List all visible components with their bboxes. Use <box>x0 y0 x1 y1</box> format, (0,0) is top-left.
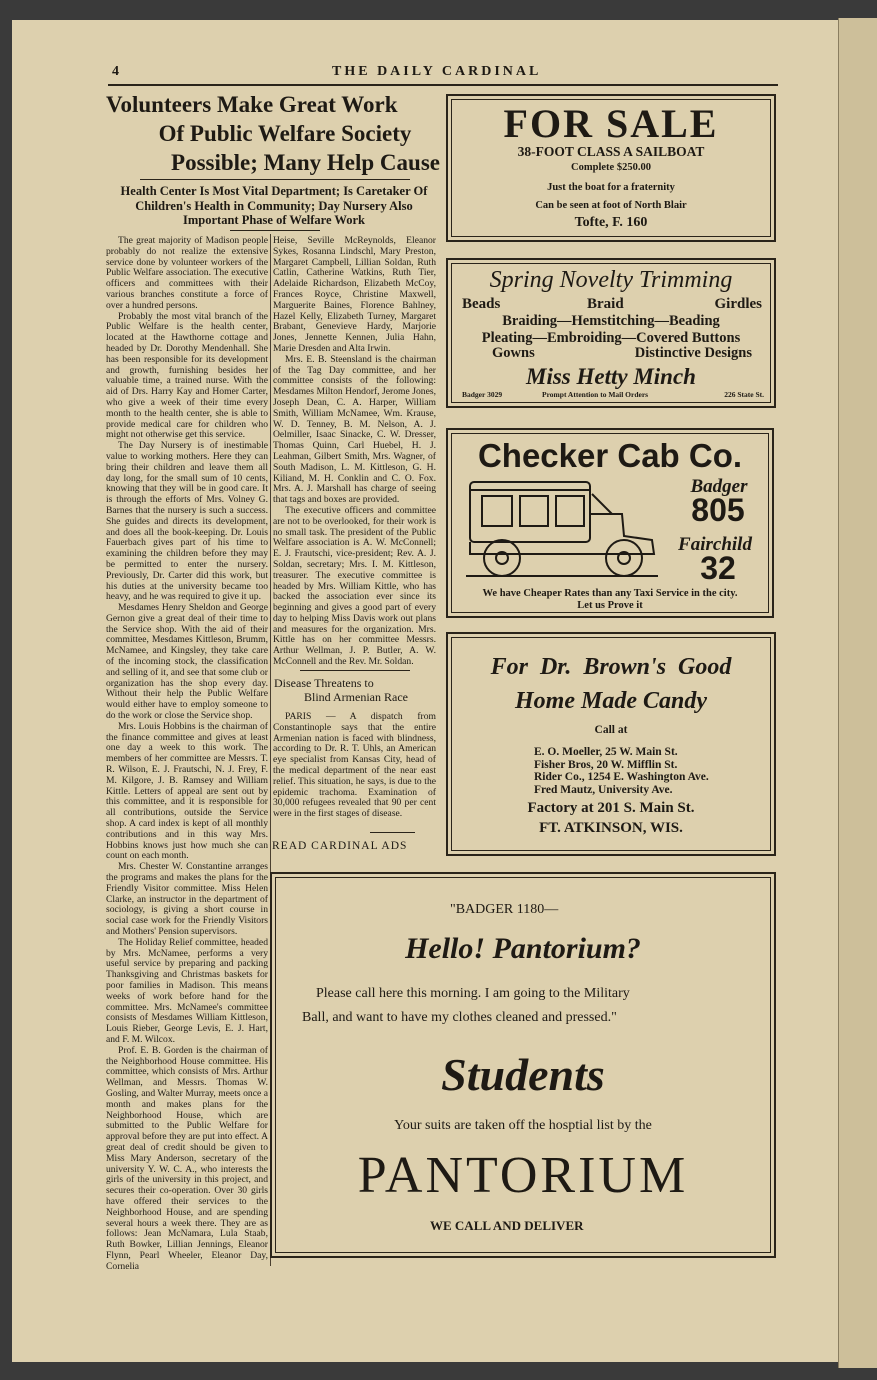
checker-cab-ad <box>446 428 774 618</box>
headline-rule <box>140 179 410 180</box>
minch-name: Miss Hetty Minch <box>526 364 696 389</box>
state-street-address: 226 State St. <box>724 390 764 399</box>
for-sale-title: FOR SALE <box>503 101 719 146</box>
article-paragraph: Heise, Seville McReynolds, Eleanor Sykes, Rosanna Lindschl, Mary Preston, Margaret Campbell, Lillian Soldan, Ruth Catlin, Catherine Watkins, Ruth Tier, Adelaide Richardson, Elizabeth McCoy, Frances Royce, Christine Maxwell, Marguerite Baines, Florence Bahlney, Hazel Kelly, Elizabeth Turney, Margaret Brabant, Genevieve Hardy, Marjorie Jones, Jennette Kennen, Julia Hahn, Marie Dresden and Alta Irwin. <box>273 235 436 354</box>
dealer-1: E. O. Moeller, 25 W. Main St. <box>534 746 678 758</box>
headline-line-3: Possible; Many Help Cause <box>171 150 440 175</box>
brief-headline-line-1: Disease Threatens to <box>274 676 374 690</box>
article-subhead: Health Center Is Most Vital Department; Is Caretaker Of Children's Health in Community; Day Nursery Also Important Phase of Welfare Work <box>120 184 428 227</box>
trimming-row-2: Braiding—Hemstitching—Beading <box>502 313 720 329</box>
factory-line: Factory at 201 S. Main St. <box>527 800 695 816</box>
braid-label: Braid <box>587 296 624 312</box>
designs-label: Distinctive Designs <box>634 345 752 361</box>
article-paragraph: Mrs. E. B. Steensland is the chairman of the Tag Day committee, and her committee consists of the following: Mesdames Milton Hendorf, Jerome Jones, Joseph Dean, C. A. Harper, William Smith, William McNamee, Wm. Krause, W. D. Tenney, B. M. Nelson, A. J. Oelmiller, Isaac Sinacke, C. W. Dresser, Thomas Quinn, Carl Huebel, H. J. Leahman, Gilbert Smith, Mrs. Wagner, of South Madison, L. M. Kittleson, G. H. Kiliand, M. H. Conklin and C. O. Fox. Mrs. A. J. Marshall has charge of seeing that tags and boxes are provided. <box>273 353 436 506</box>
newspaper-name: THE DAILY CARDINAL <box>332 64 542 79</box>
pantorium-phone: "BADGER 1180— <box>450 902 559 917</box>
brief-paragraph: PARIS — A dispatch from Constantinople says that the entire Armenian nation is faced with blindness, according to Dr. R. T. Uhls, an American eye specialist from Kansas City, head of the medical department of the near east relief. This situation, he says, is due to the epidemic trachoma. Examination of 30,000 refugees revealed that 90 per cent were in the first stages of disease. <box>273 711 436 820</box>
brief-headline <box>274 676 436 704</box>
dealer-3: Rider Co., 1254 E. Washington Ave. <box>534 771 709 783</box>
contact-line: Tofte, F. 160 <box>574 215 648 230</box>
trimming-row-4 <box>492 345 752 363</box>
brief-body <box>273 712 436 830</box>
fairchild-label: Fairchild <box>678 534 752 555</box>
girdles-label: Girdles <box>714 296 762 312</box>
trimming-ad <box>446 258 776 408</box>
candy-title-2: Home Made Candy <box>515 688 707 714</box>
badger-label: Badger <box>690 476 748 497</box>
article-column-2 <box>273 236 436 666</box>
article-paragraph: The great majority of Madison people probably do not realize the extensive service done by volunteer workers of the Public Welfare association. The executive officers and committees with their various branches constitute a force of over a hundred persons. <box>106 235 268 311</box>
pantorium-tagline: Your suits are taken off the hosptial list by the <box>394 1118 652 1133</box>
location-line: Can be seen at foot of North Blair <box>535 200 687 211</box>
article-paragraph: The Day Nursery is of inestimable value to working mothers. Here they can bring their children and leave them all day long, for the small sum of 10 cents, knowing that they will be in good care. It is through the efforts of Mrs. Volney G. Barnes that the nursery is such a success. She guides and directs its development, and does all the book-keeping. Dr. Louis Fauerbach gives part of his time to examining the children before they may be permitted to enter the nursery. Previously, Dr. Carter did this work, but his duties at the university became too heavy, and he was required to give it up. <box>106 440 268 603</box>
cab-prove: Let us Prove it <box>577 600 643 611</box>
dealer-2: Fisher Bros, 20 W. Mifflin St. <box>534 758 678 771</box>
page-header <box>112 64 772 84</box>
price-line: Complete $250.00 <box>571 162 651 173</box>
brief-rule <box>300 670 410 671</box>
gowns-label: Gowns <box>492 345 535 361</box>
trimming-row-3: Pleating—Embroiding—Covered Buttons <box>481 330 741 346</box>
article-paragraph: Probably the most vital branch of the Public Welfare is the health center, located at the Hawthorne cottage and headed by Dr. Dorothy Mendenhall. She has been responsible for its development and growth, furnishing besides her valuable time, a trained nurse. With the aid of Drs. Harry Kay and Homer Carter, who give a week of their time every month to the health center, she is able to provide medical care for children who might not otherwise get this service. <box>106 310 268 441</box>
candy-ad <box>446 632 776 856</box>
trimming-row-1 <box>462 296 762 314</box>
fairchild-number: 32 <box>700 550 736 586</box>
trimming-title: Spring Novelty Trimming <box>489 267 733 293</box>
next-page-edge <box>838 18 877 1368</box>
article-paragraph: The executive officers and committee are not to be overlooked, for their work is no small task. The president of the Public Welfare association is A. W. McConnell; E. J. Frautschi, vice-president; Rev. A. J. Soldan, secretary; Mrs. I. M. Kittleson, treasurer. The executive committee is headed by Mrs. William Kittle, who has backed the association ever since its beginning and gives a good part of every day to helping Miss Davis work out plans and measures for the organization. Mrs. Kittle has on her committee Messrs. Arthur Wellman, J. P. Butler, A. W. McConnell and the Rev. Mr. Soldan. <box>273 504 436 668</box>
read-cardinal-ads: READ CARDINAL ADS <box>272 840 408 852</box>
brief-end-rule <box>370 832 415 833</box>
dealer-list <box>534 746 709 796</box>
cab-title: Checker Cab Co. <box>477 437 743 474</box>
students-title: Students <box>441 1049 605 1100</box>
cab-rates: We have Cheaper Rates than any Taxi Service in the city. <box>482 588 738 599</box>
mail-orders: Prompt Attention to Mail Orders <box>542 390 649 399</box>
page-number: 4 <box>112 64 122 79</box>
headline-line-2: Of Public Welfare Society <box>158 121 412 146</box>
article-paragraph: Prof. E. B. Gorden is the chairman of the Neighborhood House committee. His committee, which consists of Mrs. Arthur Wellman, and Messrs. Thomas W. Gosling, and Walter Murray, meets once a month and makes plans for the Neighborhood House, which are submitted to the Public Welfare for approval before they are put into effect. A great deal of credit should be given to Miss Mary Anderson, secretary of the university Y. W. C. A., who interests the girls of the university in this project, and secures their co-operation. Over 30 girls have offered their services to the Neighborhood House, and are spending several hours a week there. They are as follows: Jean McNamara, Lula Staab, Ruth Bowker, Lillian Jennings, Eleanor Flynn, Pearl Wheeler, Eleanor Day, Cornelia <box>106 1044 268 1272</box>
headline-line-1: Volunteers Make Great Work <box>106 92 398 117</box>
hello-pantorium: Hello! Pantorium? <box>405 932 641 965</box>
beads-label: Beads <box>462 296 501 312</box>
candy-title-1: For Dr. Brown's Good <box>490 654 732 680</box>
brief-headline-line-2: Blind Armenian Race <box>304 690 408 704</box>
city-line: FT. ATKINSON, WIS. <box>539 820 683 836</box>
call-at: Call at <box>594 724 628 736</box>
dealer-4: Fred Mautz, University Ave. <box>534 783 673 796</box>
for-sale-ad <box>446 94 776 242</box>
fraternity-line: Just the boat for a fraternity <box>547 182 675 193</box>
badger-number: 805 <box>691 492 745 528</box>
article-paragraph: The Holiday Relief committee, headed by Mrs. McNamee, performs a very useful service by preparing and packing Thanksgiving and Christmas baskets for poor families in Madison. This means weeks of work before hand for the committee. Mrs. McNamee's committee consists of Mesdames William Kittleson, Louis Rieber, George Levis, E. J. Hart, and F. M. Wilcox. <box>106 936 268 1045</box>
badger-phone: Badger 3029 <box>462 390 503 399</box>
header-rule <box>108 84 778 86</box>
quote-line-1: Please call here this morning. I am going to the Military <box>316 986 630 1001</box>
article-column-1 <box>106 235 268 1272</box>
article-paragraph: Mrs. Chester W. Constantine arranges the programs and makes the plans for the Friendly Visitor committee. Miss Helen Clarke, an instructor in the department of sociology, is giving a short course in social case work for the Friendly Visitors and Mothers' Pension supervisors. <box>106 861 268 937</box>
article-paragraph: Mrs. Louis Hobbins is the chairman of the finance committee and gives at least one day a week to this work. The members of her committee are Messrs. T. R. Wilson, E. J. Frautschi, N. J. Frey, F. M. Kilgore, J. B. Ramsey and William Kittle. Letters of appeal are sent out by this committee, and it is responsible for all contributions, outside the Service shop. A card index is kept of all monthly contributions and in this way Mrs. Hobbins knows just how much she can count on each month. <box>106 720 268 862</box>
pantorium-name: PANTORIUM <box>357 1147 689 1204</box>
trimming-footer <box>462 390 764 402</box>
pantorium-ad <box>270 872 776 1258</box>
subhead-rule <box>230 230 320 231</box>
article-paragraph: Mesdames Henry Sheldon and George Gernon give a great deal of their time to the Service shop. With the aid of their committee, Mesdames Kittleson, Brumm, McNamee, and Kingsley, they take care of the incoming stock, the classification and selling of it, and see that some club or organization has the shop every day. Without their help the Public Welfare would either have to employ someone to do the work or close the Service shop. <box>106 602 268 722</box>
sailboat-line: 38-FOOT CLASS A SAILBOAT <box>517 144 705 159</box>
taxi-car-icon <box>462 474 662 584</box>
call-and-deliver: WE CALL AND DELIVER <box>430 1218 584 1233</box>
quote-line-2: Ball, and want to have my clothes cleaned and pressed." <box>302 1010 617 1025</box>
